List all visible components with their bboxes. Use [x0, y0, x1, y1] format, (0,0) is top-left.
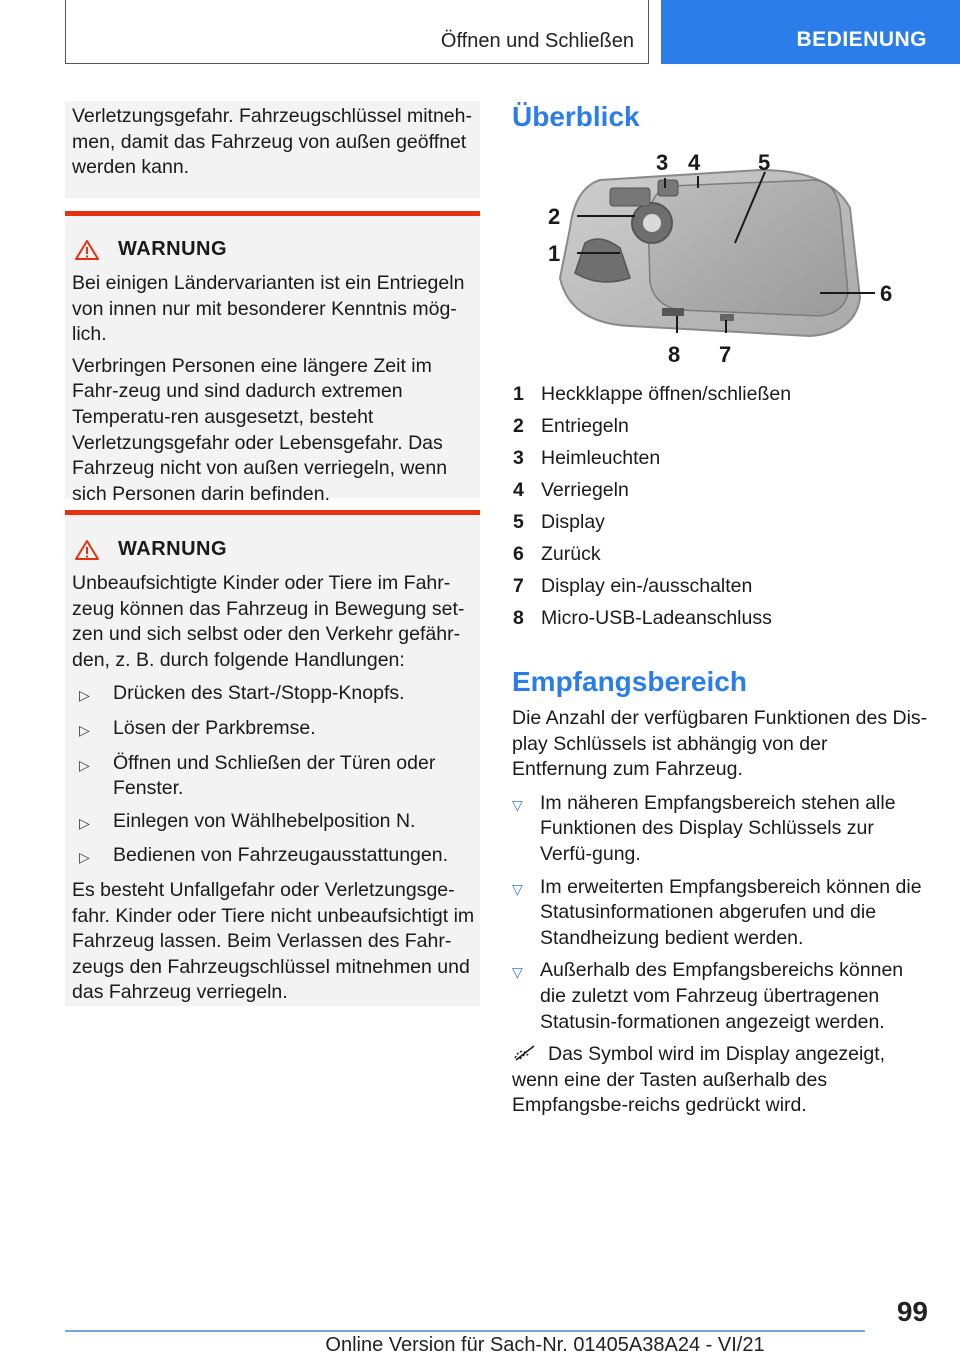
warning-title: WARNUNG [118, 538, 228, 560]
callout-3: 3 [656, 150, 669, 175]
list-item [79, 681, 477, 709]
legend-label: Display [541, 510, 605, 533]
warning-box-1 [65, 216, 480, 505]
list-item-text: Lösen der Parkbremse. [113, 716, 316, 739]
triangle-right-outline-icon: ▷ [79, 721, 90, 738]
warning-body [72, 571, 477, 1012]
range-heading: Empfangsbereich [512, 666, 747, 697]
list-item-text: Im näheren Empfangsbereich stehen alle Funktionen des Display Schlüssels zur Verfü-gung. [540, 791, 896, 865]
triangle-right-outline-icon: ▷ [79, 814, 90, 831]
legend-item [513, 538, 933, 570]
callout-4: 4 [688, 150, 701, 175]
figure-legend [513, 378, 933, 634]
symbol-note [512, 1042, 928, 1119]
continuation-box [65, 101, 480, 198]
callout-2: 2 [548, 204, 561, 229]
legend-label: Heckklappe öffnen/schließen [541, 382, 792, 405]
list-item-text: Einlegen von Wählhebelposition N. [113, 809, 416, 832]
list-item [79, 751, 477, 802]
warning-box-2 [65, 515, 480, 1006]
legend-label: Heimleuchten [541, 446, 661, 469]
legend-item [513, 506, 933, 538]
display-key-illustration [530, 148, 900, 370]
list-item-text: Öffnen und Schließen der Türen oder Fenster. [113, 751, 436, 800]
signal-out-of-range-icon [512, 1044, 540, 1062]
section-tab [661, 0, 960, 64]
range-section [512, 706, 928, 1125]
range-intro: Die Anzahl der verfügbaren Funktionen des Dis-play Schlüssels ist abhängig von der Entfernung zum Fahrzeug. [512, 707, 928, 781]
callout-1: 1 [548, 241, 561, 266]
legend-item [513, 442, 933, 474]
bullet-list [79, 681, 477, 871]
callout-5: 5 [758, 150, 771, 175]
legend-number: 5 [513, 510, 524, 533]
triangle-right-outline-icon: ▷ [79, 756, 90, 773]
legend-label: Micro-USB-Ladeanschluss [541, 606, 772, 629]
list-item [79, 809, 477, 837]
legend-number: 6 [513, 542, 524, 565]
triangle-right-outline-icon: ▽ [512, 964, 523, 981]
legend-item [513, 378, 933, 410]
warning-body [72, 271, 477, 513]
symbol-note-text: Das Symbol wird im Display angezeigt, wenn eine der Tasten außerhalb des Empfangsbe-reichs gedrückt wird. [512, 1043, 886, 1117]
legend-number: 8 [513, 606, 524, 629]
list-item [512, 875, 928, 952]
warning-triangle-icon [74, 239, 100, 261]
legend-item [513, 602, 933, 634]
list-item-text: Im erweiterten Empfangsbereich können die Statusinformationen abgerufen und die Standheizung bedient werden. [540, 875, 922, 949]
list-item [79, 716, 477, 744]
warning-triangle-icon [74, 539, 100, 561]
legend-number: 2 [513, 414, 524, 437]
triangle-right-outline-icon: ▽ [512, 880, 523, 897]
legend-item [513, 410, 933, 442]
legend-item [513, 474, 933, 506]
list-item-text: Bedienen von Fahrzeugausstattungen. [113, 844, 448, 867]
callout-6: 6 [880, 281, 893, 306]
warning-outro: Es besteht Unfallgefahr oder Verletzungsge-fahr. Kinder oder Tiere nicht unbeaufsichtigt im Fahrzeug lassen. Beim Verlassen des Fahr-zeugs den Fahrzeugschlüssel mitnehmen und das Fahrzeug verriegeln. [72, 878, 475, 1004]
chapter-title: Öffnen und Schließen [440, 30, 634, 52]
legend-label: Entriegeln [541, 414, 629, 437]
legend-number: 1 [513, 382, 524, 405]
triangle-right-outline-icon: ▷ [79, 849, 90, 866]
warning-header [74, 238, 227, 261]
legend-label: Display ein-/ausschalten [541, 574, 753, 597]
triangle-right-outline-icon: ▷ [79, 687, 90, 704]
warning-header [74, 538, 227, 561]
legend-number: 4 [513, 478, 524, 501]
warning-title: WARNUNG [118, 238, 228, 260]
warning-intro: Unbeaufsichtigte Kinder oder Tiere im Fahr-zeug können das Fahrzeug in Bewegung set-zen und sich selbst oder den Verkehr gefähr-den, z. B. durch folgende Handlungen: [72, 572, 465, 671]
list-item [512, 958, 928, 1035]
callout-8: 8 [668, 342, 681, 367]
range-bullet-list [512, 791, 928, 1035]
legend-label: Zurück [541, 542, 601, 565]
callout-7: 7 [719, 342, 732, 367]
online-version-text: Online Version für Sach-Nr. 01405A38A24 - VI/21 [325, 1334, 765, 1356]
list-item [79, 843, 477, 871]
list-item [512, 791, 928, 868]
header-chapter-box [65, 0, 649, 64]
page-number: 99 [896, 1296, 928, 1327]
footer-divider [65, 1330, 865, 1332]
legend-label: Verriegeln [541, 478, 629, 501]
legend-number: 3 [513, 446, 524, 469]
list-item-text: Außerhalb des Empfangsbereichs können die zuletzt vom Fahrzeug übertragenen Statusin-formationen angezeigt werden. [540, 959, 904, 1033]
legend-item [513, 570, 933, 602]
continuation-text: Verletzungsgefahr. Fahrzeugschlüssel mitneh-men, damit das Fahrzeug von außen geöffnet werden kann. [72, 105, 472, 179]
warning-paragraph: Verbringen Personen eine längere Zeit im Fahr-zeug und sind dadurch extremen Temperatu-ren ausgesetzt, besteht Verletzungsgefahr oder Lebensgefahr. Das Fahrzeug nicht von außen verriegeln, wenn sich Personen darin befinden. [72, 354, 448, 505]
warning-paragraph: Bei einigen Ländervarianten ist ein Entriegeln von innen nur mit besonderer Kenntnis mög-lich. [72, 272, 465, 346]
overview-heading: Überblick [512, 101, 640, 132]
triangle-right-outline-icon: ▽ [512, 796, 523, 813]
footer-online-version [0, 1334, 960, 1357]
section-title: BEDIENUNG [796, 28, 927, 51]
list-item-text: Drücken des Start-/Stopp-Knopfs. [113, 682, 405, 705]
legend-number: 7 [513, 574, 524, 597]
